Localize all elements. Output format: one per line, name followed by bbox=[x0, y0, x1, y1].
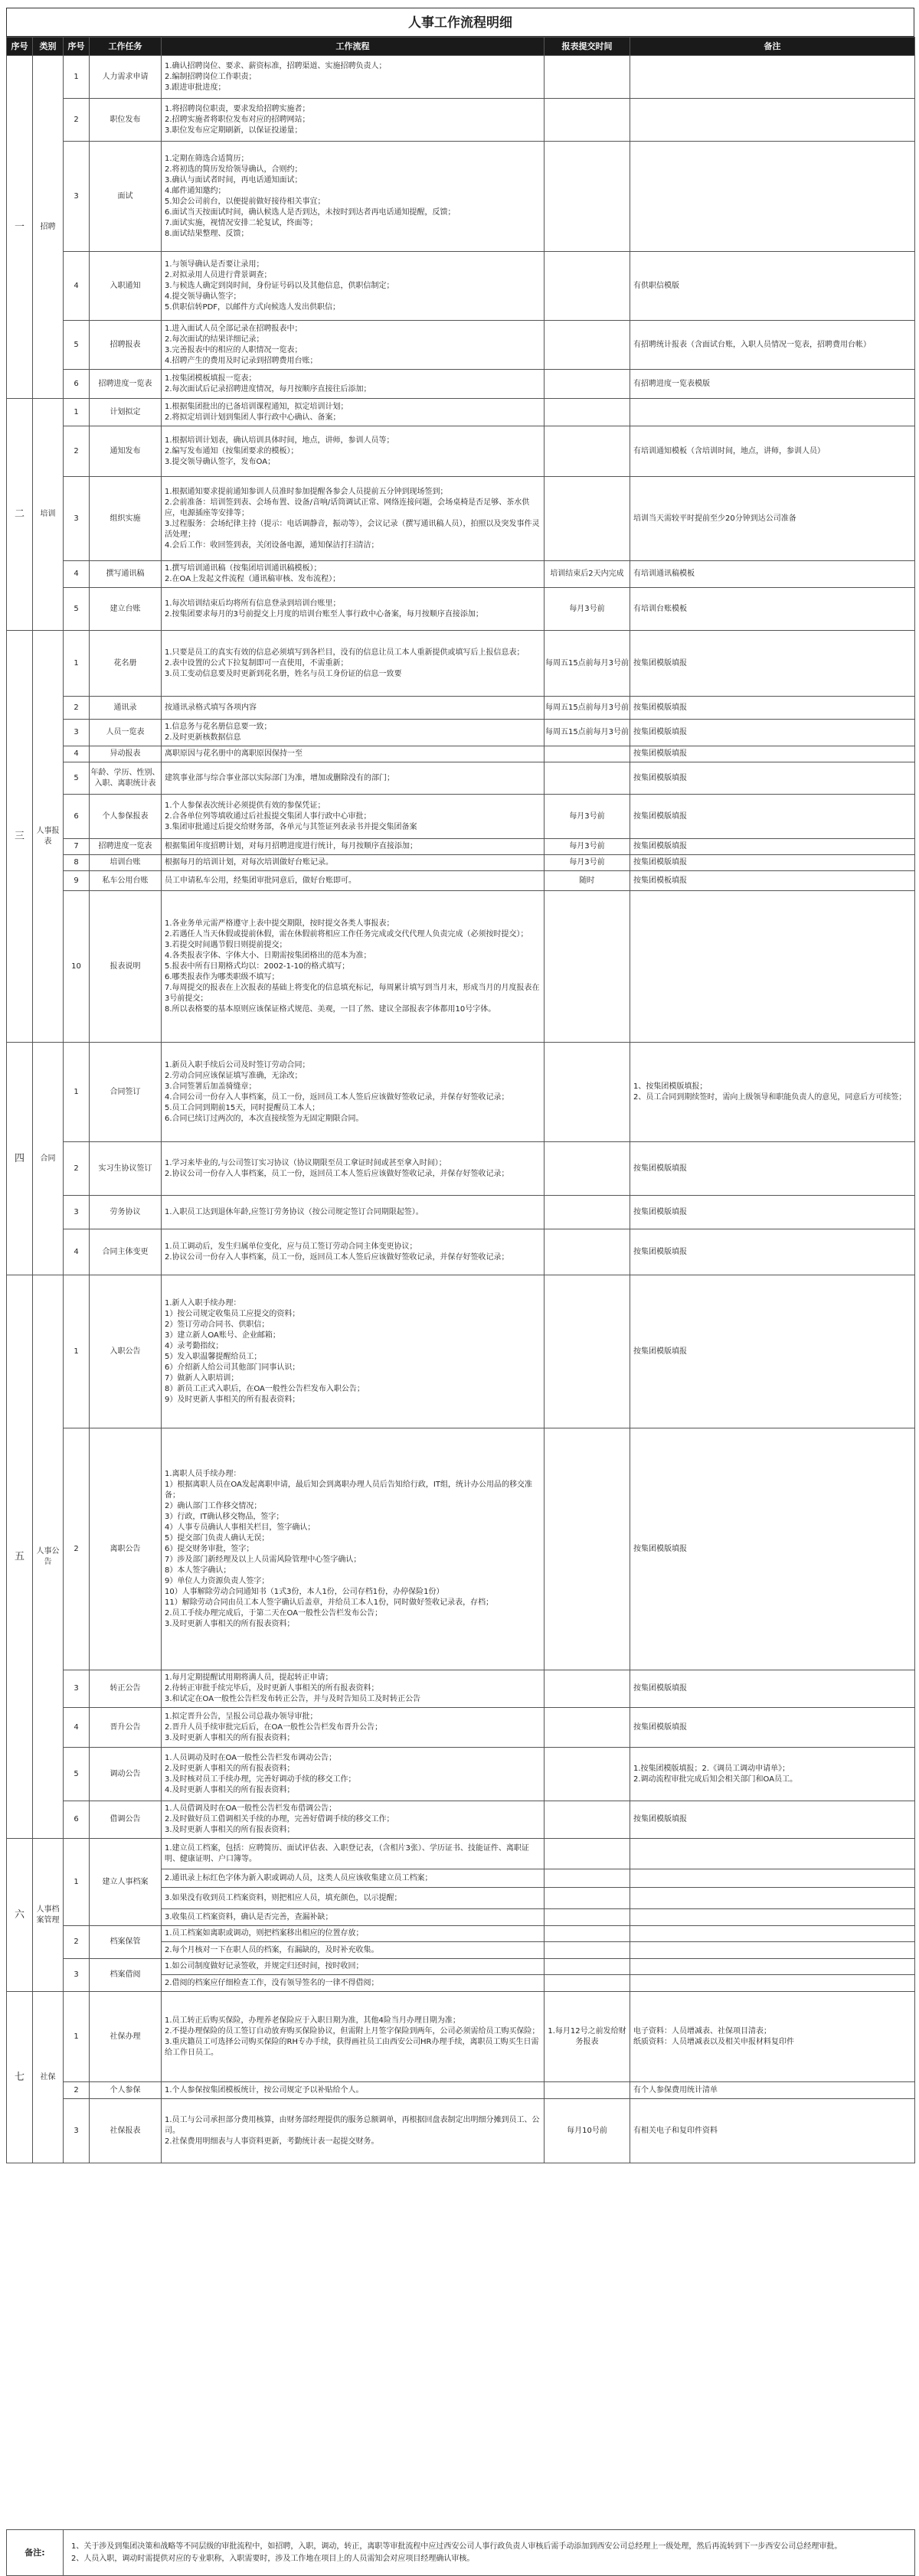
remark: 有相关电子和复印件资料 bbox=[630, 2099, 915, 2163]
task-flow: 1.人员借调及时在OA一般性公告栏发布借调公告； 2.及时做好员工借调相关手续的办理，完善好借调手续的移交工作； 3.及时更新人事相关的所有报表资料； bbox=[162, 1801, 545, 1839]
task-flow: 1.根据集团批出的已备培训课程通知，拟定培训计划； 2.将拟定培训计划到集团人事行政中心确认、备案； bbox=[162, 399, 545, 426]
table-row bbox=[7, 1196, 915, 1229]
report-time bbox=[545, 1909, 630, 1926]
task-flow: 员工申请私车公用，经集团审批同意后，做好台账即可。 bbox=[162, 871, 545, 891]
remark: 有个人参保费用统计清单 bbox=[630, 2082, 915, 2099]
report-time bbox=[545, 1839, 630, 1869]
remark bbox=[630, 1959, 915, 1975]
header-flow: 工作流程 bbox=[162, 38, 545, 56]
report-time bbox=[545, 56, 630, 99]
item-number: 1 bbox=[64, 631, 90, 697]
task-flow: 1.员工调动后，发生归属单位变化，应与员工签订劳动合同主体变更协议； 2.协议公司一份存入人事档案，员工一份，返回员工本人签后应该做好签收记录，并保存好签收记录； bbox=[162, 1229, 545, 1275]
remark: 按集团模版填报 bbox=[630, 631, 915, 697]
item-number: 3 bbox=[64, 1196, 90, 1229]
table-row bbox=[7, 1748, 915, 1801]
notes-label: 备注: bbox=[7, 2530, 64, 2576]
remark: 电子资料：人员增减表、社保项目清表； 纸质资料：人员增减表以及相关申报材料复印件 bbox=[630, 1992, 915, 2082]
report-time bbox=[545, 252, 630, 321]
table-row bbox=[7, 697, 915, 720]
task-flow: 1.新人入职手续办理： 1）按公司规定收集员工应提交的资料； 2）签订劳动合同书、供职信； 3）建立新人OA账号、企业邮箱； 4）录考勤指纹； 5）发入职温馨提醒给员工； 6）介绍新人给公司其他部门同事认识； 7）做新人入职培训； 8）新员工正式入职后，在OA一般性公告栏发布入职公告； 9）及时更新人事相关的所有报表资料； bbox=[162, 1275, 545, 1428]
report-time bbox=[545, 1959, 630, 1975]
task-flow: 1.个人参保表次统计必须提供有效的参保凭证； 2.合各单位列等填收通过后社报提交集团人事行政中心审批； 3.集团审批通过后提交给财务部，各单元与其签证列表录书并提交集团备案 bbox=[162, 795, 545, 839]
table-row bbox=[7, 1839, 915, 1869]
table-row bbox=[7, 56, 915, 99]
item-number: 1 bbox=[64, 399, 90, 426]
table-row bbox=[7, 631, 915, 697]
table-row bbox=[7, 99, 915, 142]
task-flow: 1.新员入职手续后公司及时签订劳动合同； 2.劳动合同应该保证填写准确，无涂改； 3.合同签署后加盖骑缝章； 4.合同公司一份存入人事档案，员工一份，返回员工本人签后应该做好签收记录，并保存好签收记录； 5.员工合同到期前15天，同时提醒员工本人； 6.合同已续订过两次的，本次直接续签为无固定期限合同。 bbox=[162, 1043, 545, 1142]
header-report-time: 报表提交时间 bbox=[545, 38, 630, 56]
report-time bbox=[545, 1926, 630, 1942]
task-flow: 1.员工转正后购买保险，办理养老保险应于入职日期为准，其他4险当月办理日期为准； 2.不提办理保险的员工签订自动放弃购买保险协议，但需附上月签字保险到两年，公司必须需给员工购买保险； 3.重庆籍员工可选择公司购买保险的RH专办手续，获得画社员工由西安公司HR办理手续，离职员工购买生日需给工作日员工。 bbox=[162, 1992, 545, 2082]
report-time bbox=[545, 1942, 630, 1959]
item-number: 2 bbox=[64, 1142, 90, 1196]
report-time: 每周五15点前每月3号前 bbox=[545, 720, 630, 746]
task-flow: 3.收集员工档案资料，确认是否完善，查漏补缺； bbox=[162, 1909, 545, 1926]
remark: 按集团模版填报 bbox=[630, 1670, 915, 1708]
task-name: 撰写通讯稿 bbox=[90, 561, 162, 588]
remark bbox=[630, 891, 915, 1043]
task-flow: 根据集团年度招聘计划，对每月招聘进度进行统计，每月按顺序直接添加； bbox=[162, 839, 545, 855]
section-category: 人事档案管理 bbox=[33, 1839, 64, 1992]
table-row bbox=[7, 1801, 915, 1839]
item-number: 4 bbox=[64, 561, 90, 588]
remark bbox=[630, 1869, 915, 1888]
header-section-no: 序号 bbox=[7, 38, 33, 56]
remark: 按集团模版填报 bbox=[630, 839, 915, 855]
item-number: 2 bbox=[64, 697, 90, 720]
remark: 按集团模版填报 bbox=[630, 855, 915, 871]
remark: 按集团模版填报 bbox=[630, 1428, 915, 1670]
task-name: 私车公用台账 bbox=[90, 871, 162, 891]
task-name: 调动公告 bbox=[90, 1748, 162, 1801]
task-flow: 离职原因与花名册中的离职原因保持一至 bbox=[162, 746, 545, 762]
remark bbox=[630, 1909, 915, 1926]
table-row bbox=[7, 1229, 915, 1275]
task-name: 招聘进度一览表 bbox=[90, 370, 162, 399]
task-flow: 1.进入面试人员全部记录在招聘报表中； 2.每次面试的结果详细记录； 3.完善报表中的相应的人职情况一览表； 4.招聘产生的费用及时记录到招聘费用台账； bbox=[162, 321, 545, 370]
report-time bbox=[545, 1801, 630, 1839]
task-name: 花名册 bbox=[90, 631, 162, 697]
report-time bbox=[545, 1975, 630, 1992]
item-number: 10 bbox=[64, 891, 90, 1043]
task-name: 合同主体变更 bbox=[90, 1229, 162, 1275]
task-name: 实习生协议签订 bbox=[90, 1142, 162, 1196]
table-row bbox=[7, 891, 915, 1043]
remark bbox=[630, 99, 915, 142]
item-number: 3 bbox=[64, 2099, 90, 2163]
task-flow: 1.信息务与花名册信息要一致； 2.及时更新核数据信息 bbox=[162, 720, 545, 746]
section-category: 人事公告 bbox=[33, 1275, 64, 1839]
table-row bbox=[7, 2082, 915, 2099]
remark bbox=[630, 1839, 915, 1869]
task-flow: 建筑事业部与综合事业部以实际部门为准，增加或删除没有的部门； bbox=[162, 762, 545, 795]
report-time bbox=[545, 746, 630, 762]
item-number: 4 bbox=[64, 1708, 90, 1748]
task-flow: 1.按集团模板填报一览表； 2.每次面试后记录招聘进度情况，每月按顺序直接往后添加； bbox=[162, 370, 545, 399]
section-number: 二 bbox=[7, 399, 33, 631]
item-number: 6 bbox=[64, 795, 90, 839]
remark: 1、按集团模版填报； 2、员工合同到期续签时，需向上级领导和职能负责人的意见，同意后方可续签； bbox=[630, 1043, 915, 1142]
task-name: 人力需求申请 bbox=[90, 56, 162, 99]
item-number: 6 bbox=[64, 1801, 90, 1839]
task-flow: 2.通讯录上标红色字体为新入职或调动人员，这类人员应该收集建立员工档案； bbox=[162, 1869, 545, 1888]
remark: 按集团模版填报 bbox=[630, 1708, 915, 1748]
remark: 按集团模版填报 bbox=[630, 1229, 915, 1275]
report-time bbox=[545, 762, 630, 795]
remark: 按集团模版填报 bbox=[630, 762, 915, 795]
task-flow: 1.人员调动及时在OA一般性公告栏发布调动公告； 2.及时更新人事相关的所有报表资料； 3.及时核对员工手续办理，完善好调动手续的移交工作； 4.及时更新人事相关的所有报表资料； bbox=[162, 1748, 545, 1801]
report-time bbox=[545, 1142, 630, 1196]
item-number: 1 bbox=[64, 56, 90, 99]
task-flow: 1.每月定期提醒试用期将满人员，提起转正申请； 2.待转正审批手续完毕后，及时更新人事相关的所有报表资料； 3.和试定在OA一般性公告栏发布转正公告，并与及时告知员工及时转正公告 bbox=[162, 1670, 545, 1708]
remark: 按集团模版填报 bbox=[630, 746, 915, 762]
report-time: 每月3号前 bbox=[545, 588, 630, 631]
table-row bbox=[7, 588, 915, 631]
report-time: 1.每月12号之前发给财务报表 bbox=[545, 1992, 630, 2082]
remark bbox=[630, 142, 915, 252]
report-time bbox=[545, 1428, 630, 1670]
page-title: 人事工作流程明细 bbox=[6, 8, 914, 37]
remark: 有培训通讯稿模板 bbox=[630, 561, 915, 588]
report-time bbox=[545, 1869, 630, 1888]
task-flow: 1.建立员工档案，包括：应聘简历、面试评估表、入职登记表，（含相片3张）、学历证书、技能证件、离职证明、健康证明、户口簿等。 bbox=[162, 1839, 545, 1869]
remark: 有培训通知模板（含培训时间，地点，讲师，参训人员） bbox=[630, 426, 915, 477]
item-number: 3 bbox=[64, 1959, 90, 1992]
table-row bbox=[7, 1043, 915, 1142]
task-flow: 1.每次培训结束后均将所有信息登录到培训台账里； 2.按集团要求每月的3号前提交上月度的培训台账至人事行政中心备案，每月按顺序直接添加； bbox=[162, 588, 545, 631]
item-number: 7 bbox=[64, 839, 90, 855]
notes-text: 1、关于涉及到集团决策和战略等不同层级的审批流程中，如招聘，入职，调动，转正，离职等审批流程中应过西安公司人事行政负责人审核后需手动添加到西安公司总经理上一级处理，然后再流转到下一步西安公司总经理审批。 2、人员入职，调动时需提供对应的专业职称，入职需要时，涉及工作地在项目上的人员需知会对应项目经理确认审核。 bbox=[64, 2530, 915, 2576]
task-name: 面试 bbox=[90, 142, 162, 252]
table-row bbox=[7, 142, 915, 252]
report-time: 每月3号前 bbox=[545, 795, 630, 839]
task-flow: 1.各业务单元需严格遵守上表中提交期限，按时提交各类人事报表； 2.若遇任人当天休假或提前休假，需在休假前将相应工作任务完成或交代代理人负责完成（必须按时提交）； 3.若提交时间遇节假日则提前提交； 4.各类报表字体、字体大小、日期需按集团格出的范本为准； 5.报表中所有日期格式均以：2002-1-10的格式填写； 6.哪类报表作为哪类职级不填写； 7.每周提交的报表在上次报表的基础上将变化的信息填充标记，每周累计填写到当月末，形成当月的月度报表在3号前提交； 8.所以表格要的基本原则应该保证格式规范、美观，一目了然、建议全部报表字体都用10号字体。 bbox=[162, 891, 545, 1043]
table-row bbox=[7, 2099, 915, 2163]
report-time bbox=[545, 1888, 630, 1909]
report-time bbox=[545, 1229, 630, 1275]
task-flow: 1.员工与公司承担部分费用核算，由财务部经理提供的服务总额调单，再根据回盘表制定出明细分摊到员工、公司。 2.社保费用明细表与人事资料更新，考勤统计表一起提交财务。 bbox=[162, 2099, 545, 2163]
item-number: 2 bbox=[64, 99, 90, 142]
task-name: 入职公告 bbox=[90, 1275, 162, 1428]
item-number: 2 bbox=[64, 426, 90, 477]
task-flow: 2.借阅的档案应仔细检查工作，没有领导签名的一律不得借阅； bbox=[162, 1975, 545, 1992]
remark: 按集团模版填报 bbox=[630, 795, 915, 839]
report-time bbox=[545, 1708, 630, 1748]
task-flow: 1.学习来毕业的,与公司签订实习协议（协议期限至员工拿证时间或甚至拿入时间）； 2.协议公司一份存入人事档案，员工一份，返回员工本人签后应该做好签收记录，并保存好签收记录； bbox=[162, 1142, 545, 1196]
report-time: 每月10号前 bbox=[545, 2099, 630, 2163]
remark: 按集团模版填报 bbox=[630, 1196, 915, 1229]
table-row bbox=[7, 1275, 915, 1428]
task-name: 组织实施 bbox=[90, 477, 162, 561]
report-time bbox=[545, 370, 630, 399]
report-time bbox=[545, 2082, 630, 2099]
remark: 培训当天需较平时提前至少20分钟到达公司准备 bbox=[630, 477, 915, 561]
workflow-table bbox=[6, 37, 915, 2163]
section-number: 四 bbox=[7, 1043, 33, 1275]
task-flow: 1.确认招聘岗位、要求、薪资标准，招聘渠道、实施招聘负责人； 2.编制招聘岗位工作职责； 3.跟进审批进度； bbox=[162, 56, 545, 99]
item-number: 1 bbox=[64, 1992, 90, 2082]
remark: 按集团模板填报 bbox=[630, 871, 915, 891]
task-name: 建立台账 bbox=[90, 588, 162, 631]
table-row bbox=[7, 252, 915, 321]
remark: 按集团模版填报 bbox=[630, 720, 915, 746]
table-row bbox=[7, 370, 915, 399]
section-category: 人事报表 bbox=[33, 631, 64, 1043]
task-flow: 1.定期在筛选合适简历； 2.将初选的简历发给领导确认，合则约； 3.确认与面试者时间，再电话通知面试； 4.邮件通知邀约； 5.知会公司前台，以便提前做好接待相关事宜； 6.面试当天按面试时间，确认候选人是否到达，未按时到达者再电话通知提醒，反馈； 7.面试实施，视情况安排二轮复试，终面等； 8.面试结果整理、反馈； bbox=[162, 142, 545, 252]
task-name: 离职公告 bbox=[90, 1428, 162, 1670]
task-name: 通讯录 bbox=[90, 697, 162, 720]
header-category: 类别 bbox=[33, 38, 64, 56]
section-category: 社保 bbox=[33, 1992, 64, 2163]
table-row bbox=[7, 762, 915, 795]
report-time bbox=[545, 321, 630, 370]
task-name: 建立人事档案 bbox=[90, 1839, 162, 1926]
table-row bbox=[7, 1926, 915, 1942]
remark: 有招聘进度一览表模版 bbox=[630, 370, 915, 399]
task-name: 计划拟定 bbox=[90, 399, 162, 426]
task-name: 劳务协议 bbox=[90, 1196, 162, 1229]
task-flow: 1.将招聘岗位职责，要求发给招聘实施者； 2.招聘实施者将职位发布对应的招聘网站； 3.职位发布应定期刷新，以保证投递量； bbox=[162, 99, 545, 142]
table-header-row bbox=[7, 38, 915, 56]
report-time bbox=[545, 477, 630, 561]
task-name: 招聘报表 bbox=[90, 321, 162, 370]
task-name: 合同签订 bbox=[90, 1043, 162, 1142]
item-number: 2 bbox=[64, 1428, 90, 1670]
remark: 有培训台账模板 bbox=[630, 588, 915, 631]
task-flow: 1.入职员工达到退休年龄,应签订劳务协议（按公司规定签订合同期限起签）。 bbox=[162, 1196, 545, 1229]
task-name: 通知发布 bbox=[90, 426, 162, 477]
task-name: 人员一览表 bbox=[90, 720, 162, 746]
item-number: 9 bbox=[64, 871, 90, 891]
task-flow: 1.个人参保按集团模板统计，按公司规定予以补贴给个人。 bbox=[162, 2082, 545, 2099]
report-time bbox=[545, 142, 630, 252]
task-name: 个人参保 bbox=[90, 2082, 162, 2099]
table-row bbox=[7, 1992, 915, 2082]
report-time bbox=[545, 1196, 630, 1229]
task-flow: 根据每月的培训计划，对每次培训做好台账记录。 bbox=[162, 855, 545, 871]
table-row bbox=[7, 1708, 915, 1748]
task-name: 职位发布 bbox=[90, 99, 162, 142]
item-number: 1 bbox=[64, 1839, 90, 1926]
section-number: 一 bbox=[7, 56, 33, 399]
report-time bbox=[545, 1275, 630, 1428]
report-time bbox=[545, 891, 630, 1043]
task-flow: 3.如果没有收到员工档案资料，则把相应人员，填充颜色，以示提醒； bbox=[162, 1888, 545, 1909]
task-name: 社保办理 bbox=[90, 1992, 162, 2082]
remark: 按集团模版填报 bbox=[630, 1275, 915, 1428]
task-name: 档案保管 bbox=[90, 1926, 162, 1959]
task-name: 报表说明 bbox=[90, 891, 162, 1043]
task-flow: 1.只要是员工的真实有效的信息必须填写到各栏目，没有的信息让员工本人重新提供或填写后上报信息表； 2.表中设置的公式下拉复制即可一直使用，不需重新； 3.员工变动信息要及时更新到花名册，姓名与员工身份证的信息一致要 bbox=[162, 631, 545, 697]
item-number: 3 bbox=[64, 720, 90, 746]
table-row bbox=[7, 561, 915, 588]
task-name: 个人参保报表 bbox=[90, 795, 162, 839]
section-category: 培训 bbox=[33, 399, 64, 631]
item-number: 1 bbox=[64, 1043, 90, 1142]
task-flow: 1.如公司制度做好记录签收，并规定归还时间，按时收回； bbox=[162, 1959, 545, 1975]
section-category: 招聘 bbox=[33, 56, 64, 399]
remark bbox=[630, 56, 915, 99]
item-number: 8 bbox=[64, 855, 90, 871]
item-number: 2 bbox=[64, 2082, 90, 2099]
task-flow: 1.员工档案如离职或调动，则把档案移出相应的位置存放； bbox=[162, 1926, 545, 1942]
item-number: 1 bbox=[64, 1275, 90, 1428]
report-time: 每周五15点前每月3号前 bbox=[545, 697, 630, 720]
table-row bbox=[7, 1670, 915, 1708]
table-row bbox=[7, 746, 915, 762]
table-row bbox=[7, 399, 915, 426]
task-flow: 按通讯录格式填写各项内容 bbox=[162, 697, 545, 720]
item-number: 3 bbox=[64, 477, 90, 561]
task-name: 培训台账 bbox=[90, 855, 162, 871]
section-number: 七 bbox=[7, 1992, 33, 2163]
report-time: 每周五15点前每月3号前 bbox=[545, 631, 630, 697]
report-time bbox=[545, 99, 630, 142]
item-number: 4 bbox=[64, 1229, 90, 1275]
report-time bbox=[545, 399, 630, 426]
report-time bbox=[545, 1748, 630, 1801]
remark bbox=[630, 1888, 915, 1909]
task-name: 借调公告 bbox=[90, 1801, 162, 1839]
task-flow: 1.根据通知要求提前通知参训人员准时参加提醒各参会人员提前五分钟到现场签到； 2.会前准备：培训签到表、会场布置、设备/音响/话筒调试正常、网络连接问题，会场桌椅是否足够、茶水供应，电源插座等安排等； 3.过程服务：会场纪律主持（提示：电话调静音，振动等），会议记录（撰写通讯稿人员），拍照以及突发事件灵活处理； 4.会后工作：收回签到表，关闭设备电源，通知保洁打扫清洁； bbox=[162, 477, 545, 561]
table-row bbox=[7, 477, 915, 561]
notes-table bbox=[6, 2529, 915, 2576]
table-row bbox=[7, 426, 915, 477]
section-category: 合同 bbox=[33, 1043, 64, 1275]
item-number: 5 bbox=[64, 321, 90, 370]
item-number: 2 bbox=[64, 1926, 90, 1959]
task-name: 转正公告 bbox=[90, 1670, 162, 1708]
task-flow: 1.拟定晋升公告，呈报公司总裁办领导审批； 2.晋升人员手续审批完后后，在OA一般性公告栏发布晋升公告； 3.及时更新人事相关的所有报表资料； bbox=[162, 1708, 545, 1748]
remark: 1.按集团模版填报；2.《调员工调动申请单》； 2.调动流程审批完成后知会相关部门和OA员工。 bbox=[630, 1748, 915, 1801]
remark: 有招聘统计报表（含面试台账，入职人员情况一览表，招聘费用台帐） bbox=[630, 321, 915, 370]
remark: 有供职信模版 bbox=[630, 252, 915, 321]
report-time: 每月3号前 bbox=[545, 839, 630, 855]
table-row bbox=[7, 795, 915, 839]
table-row bbox=[7, 321, 915, 370]
report-time bbox=[545, 1670, 630, 1708]
table-row bbox=[7, 1142, 915, 1196]
header-task: 工作任务 bbox=[90, 38, 162, 56]
task-name: 档案借阅 bbox=[90, 1959, 162, 1992]
remark: 按集团模版填报 bbox=[630, 1142, 915, 1196]
report-time bbox=[545, 426, 630, 477]
task-flow: 1.离职人员手续办理： 1）根据离职人员在OA发起离职申请，最后知会到离职办理人员后告知给行政，IT组，统计办公用品的移交准备； 2）确认部门工作移交情况； 3）行政，IT确认移交物品，签字； 4）人事专员确认人事相关栏目，签字确认； 5）提交部门负责人确认无误； 6）提交财务审批，签字； 7）涉及部门新经理及以上人员需风险管理中心签字确认； 8）本人签字确认； 9）单位人力资源负责人签字； 10）人事解除劳动合同通知书（1式3份，本人1份，公司存档1份，办停保险1份） 11）解除劳动合同由员工本人签字确认后盖章，并给员工本人1份，同时做好签收记录表，存档； 2.员工手续办理完成后，于第二天在OA一般性公告栏发布公告； 3.及时更新人事相关的所有报表资料； bbox=[162, 1428, 545, 1670]
remark bbox=[630, 1926, 915, 1942]
remark: 按集团模版填报 bbox=[630, 1801, 915, 1839]
report-time bbox=[545, 1043, 630, 1142]
section-number: 五 bbox=[7, 1275, 33, 1839]
task-flow: 1.根据培训计划表，确认培训具体时间，地点，讲师，参训人员等； 2.编写发布通知（按集团要求的模板）； 3.提交领导确认签字，发布OA； bbox=[162, 426, 545, 477]
header-item-no: 序号 bbox=[64, 38, 90, 56]
task-flow: 1.与领导确认是否要让录用； 2.对拟录用人员进行背景调查； 3.与候选人确定到岗时间，身份证号码以及其他信息，供职信制定； 4.提交领导确认签字； 5.供职信转PDF，以邮件方式向候选人发出供职信； bbox=[162, 252, 545, 321]
report-time: 随时 bbox=[545, 871, 630, 891]
remark bbox=[630, 1975, 915, 1992]
remark: 按集团模版填报 bbox=[630, 697, 915, 720]
table-row bbox=[7, 1959, 915, 1975]
item-number: 5 bbox=[64, 1748, 90, 1801]
table-row bbox=[7, 1428, 915, 1670]
header-remark: 备注 bbox=[630, 38, 915, 56]
section-number: 六 bbox=[7, 1839, 33, 1992]
item-number: 5 bbox=[64, 762, 90, 795]
task-name: 社保报表 bbox=[90, 2099, 162, 2163]
remark bbox=[630, 399, 915, 426]
report-time: 每月3号前 bbox=[545, 855, 630, 871]
table-row bbox=[7, 839, 915, 855]
table-row bbox=[7, 720, 915, 746]
section-number: 三 bbox=[7, 631, 33, 1043]
task-flow: 1.撰写培训通讯稿（按集团培训通讯稿模板）； 2.在OA上发起文件流程（通讯稿审核、发布流程）； bbox=[162, 561, 545, 588]
table-row bbox=[7, 855, 915, 871]
task-name: 晋升公告 bbox=[90, 1708, 162, 1748]
item-number: 5 bbox=[64, 588, 90, 631]
item-number: 6 bbox=[64, 370, 90, 399]
task-name: 异动报表 bbox=[90, 746, 162, 762]
report-time: 培训结束后2天内完成 bbox=[545, 561, 630, 588]
item-number: 4 bbox=[64, 746, 90, 762]
remark bbox=[630, 1942, 915, 1959]
task-name: 招聘进度一览表 bbox=[90, 839, 162, 855]
table-row bbox=[7, 871, 915, 891]
item-number: 4 bbox=[64, 252, 90, 321]
task-flow: 2.每个月核对一下在职人员的档案，有漏缺的，及时补充收集。 bbox=[162, 1942, 545, 1959]
item-number: 3 bbox=[64, 1670, 90, 1708]
task-name: 入职通知 bbox=[90, 252, 162, 321]
task-name: 年龄、学历、性别、入职、离职统计表 bbox=[90, 762, 162, 795]
item-number: 3 bbox=[64, 142, 90, 252]
